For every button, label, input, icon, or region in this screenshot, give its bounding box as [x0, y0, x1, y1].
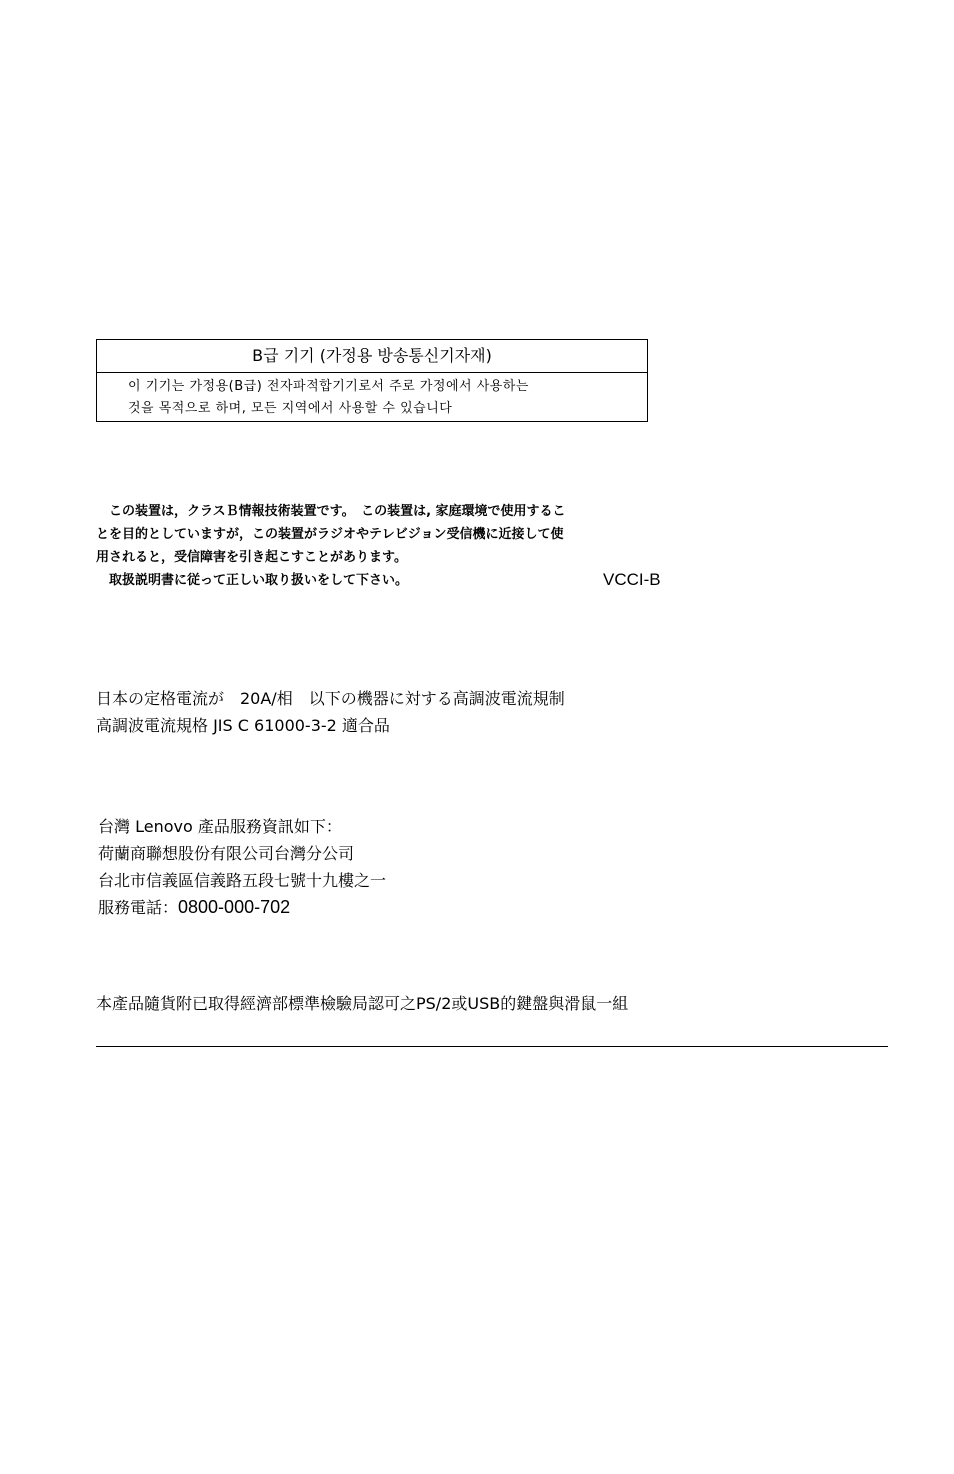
taiwan-service-phone-line — [98, 894, 386, 921]
vcci-notice-line: この装置は，クラスＢ情報技術装置です。 この装置は, 家庭環境で使用するこ — [96, 504, 566, 519]
japan-harmonic-notice — [96, 685, 565, 739]
taiwan-service-line: 荷蘭商聯想股份有限公司台灣分公司 — [98, 844, 355, 863]
korean-notice-line: 이 기기는 가정용(B급) 전자파적합기기로서 주로 가정에서 사용하는 — [128, 379, 529, 394]
taiwan-keyboard-notice: 本產品隨貨附已取得經濟部標準檢驗局認可之PS/2或USB的鍵盤與滑鼠一組 — [96, 994, 629, 1013]
vcci-notice-line: 用されると，受信障害を引き起こすことがあります。 — [96, 550, 407, 565]
korean-notice-title: B급 기기 (가정용 방송통신기자재) — [97, 340, 647, 373]
vcci-notice-line: とを目的としていますが，この装置がラジオやテレビジョン受信機に近接して使 — [96, 527, 564, 542]
korean-notice-line: 것을 목적으로 하며, 모든 지역에서 사용할 수 있습니다 — [128, 401, 453, 416]
phone-label: 服務電話： — [98, 898, 179, 917]
vcci-notice-line-last — [96, 569, 676, 592]
vcci-mark: VCCI-B — [603, 570, 661, 589]
harmonic-notice-line: 日本の定格電流が 20A/相 以下の機器に対する高調波電流規制 — [96, 689, 565, 708]
taiwan-service-line: 台北市信義區信義路五段七號十九樓之一 — [98, 871, 387, 890]
harmonic-notice-line: 高調波電流規格 JIS C 61000-3-2 適合品 — [96, 716, 390, 735]
phone-number: 0800-000-702 — [178, 897, 291, 917]
japan-vcci-notice — [96, 500, 676, 592]
korean-notice-body — [128, 376, 529, 420]
korean-class-b-notice-box — [96, 339, 648, 422]
horizontal-rule — [96, 1046, 888, 1047]
taiwan-service-line: 台灣 Lenovo 產品服務資訊如下： — [98, 817, 342, 836]
taiwan-service-info — [98, 813, 386, 921]
vcci-notice-line: 取扱説明書に従って正しい取り扱いをして下さい。 — [96, 573, 409, 588]
